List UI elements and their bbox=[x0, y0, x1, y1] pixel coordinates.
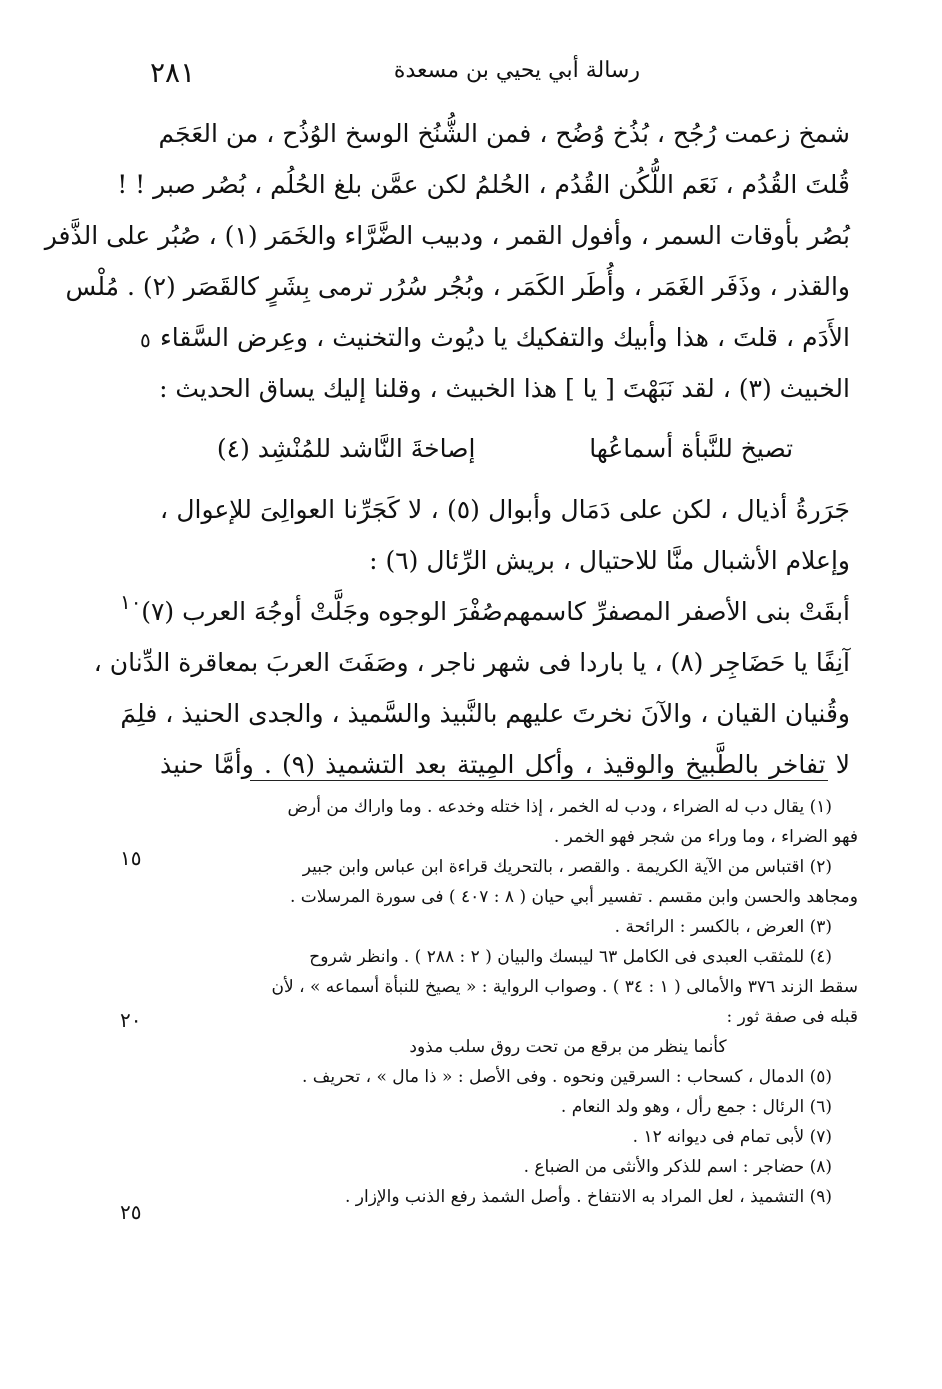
footnote-separator bbox=[250, 780, 828, 781]
text-line: الخبيث (٣) ، لقد نَبَهْتَ [ يا ] هذا الخبيث ، وقلنا إليك يساق الحديث : bbox=[159, 374, 850, 403]
running-header bbox=[150, 58, 850, 94]
footnote-line: (٦) الرئال : جمع رأل ، وهو ولد النعام . bbox=[560, 1097, 832, 1117]
footnote-line: ومجاهد والحسن وابن مقسم . تفسير أبي حيان ( ٨ : ٤٠٧ ) فى سورة المرسلات . bbox=[289, 887, 858, 907]
footnote-line: (٩) التشميذ ، لعل المراد به الانتفاخ . وأصل الشمذ رفع الذنب والإزار . bbox=[344, 1187, 832, 1207]
footnote-verse: كأنما ينظر من برقع من تحت روق سلب مذود bbox=[409, 1037, 727, 1057]
verse-first-hemistich: تصيخ للنَّبأة أسماعُها bbox=[589, 434, 794, 463]
text-line: قُلتَ القُدُم ، نَعَم اللُّكُن القُدُم ، الحُلمُ لكن عمَّن بلغ الحُلُم ، بُصُر صبر ! ! bbox=[117, 170, 850, 199]
footnote-line: سقط الزند ٣٧٦ والأمالى ( ١ : ٣٤ ) . وصواب الرواية : « يصيخ للنبأة أسماعه » ، لأن bbox=[271, 977, 858, 997]
footnote-line: (١) يقال دب له الضراء ، ودب له الخمر ، إذا ختله وخدعه . وما واراك من أرض bbox=[287, 797, 832, 817]
verse-second-hemistich: صُفْرَ الوجوه وجَلَّتْ أوجُهَ العرب (٧) bbox=[141, 597, 503, 626]
footnote-line: (٧) لأبى تمام فى ديوانه ١٢ . bbox=[632, 1127, 832, 1147]
text-line: وقُنيان القيان ، والآنَ نخرتَ عليهم بالنَّبيذ والسَّميذ ، والجدى الحنيذ ، فلِمَ bbox=[120, 699, 850, 728]
text-line: بُصُر بأوقات السمر ، وأفول القمر ، ودبيب الضَّرَّاء والخَمَر (١) ، صُبُر على الذَّفر bbox=[44, 221, 850, 250]
footnote-line: (٣) العرض ، بالكسر : الرائحة . bbox=[614, 917, 832, 937]
line-number-margin: ١٥ bbox=[120, 846, 142, 870]
running-title: رسالة أبي يحيي بن مسعدة bbox=[393, 58, 640, 83]
page-number: ٢٨١ bbox=[150, 56, 196, 89]
line-number-margin: ٢٠ bbox=[120, 1008, 142, 1032]
footnote-line: فهو الضراء ، وما وراء من شجر فهو الخمر . bbox=[553, 827, 858, 847]
text-line: الأَدَم ، قلتَ ، هذا وأبيك والتفكيك يا ديُوث والتخنيث ، وعِرض السَّقاء bbox=[160, 323, 850, 352]
footnote-line: (٨) حضاجر : اسم للذكر والأنثى من الضباع . bbox=[523, 1157, 832, 1177]
footnotes bbox=[168, 792, 858, 1212]
footnote-line: (٤) للمثقب العبدى فى الكامل ٦٣ ليبسك والبيان ( ٢ : ٢٨٨ ) . وانظر شروح bbox=[309, 947, 832, 967]
verse-line bbox=[160, 414, 850, 484]
line-number-margin: ٢٥ bbox=[120, 1200, 142, 1224]
text-line: آنِفًا يا حَضَاجِر (٨) ، يا باردا فى شهر ناجر ، وصَفَتَ العربَ بمعاقرة الدِّنان ، bbox=[93, 648, 850, 677]
footnote-line: قبله فى صفة ثور : bbox=[726, 1007, 858, 1027]
footnote-line: (٥) الدمال ، كسحاب : السرقين ونحوه . وفى الأصل : « ذا مال » ، تحريف . bbox=[301, 1067, 832, 1087]
line-number-margin: ٥ bbox=[140, 328, 151, 352]
text-line: جَرَرةُ أذيال ، لكن على دَمَال وأبوال (٥) ، لا كَجَرِّنا العوالِىَ للإعوال ، bbox=[160, 495, 850, 524]
verse-second-hemistich: إصاخةَ النَّاشد للمُنْشِد (٤) bbox=[216, 434, 476, 463]
line-number-margin: ١٠ bbox=[120, 590, 142, 614]
text-line: شمخ زعمت رُجُح ، بُذُخ وُضُح ، فمن الشُّنُخ الوسخ الوُذُح ، من العَجَم bbox=[158, 119, 850, 148]
footnote-line: (٢) اقتباس من الآية الكريمة . والقصر ، بالتحريك قراءة ابن عباس وابن جبير bbox=[302, 857, 832, 877]
text-line: وإعلام الأشبال منَّا للاحتيال ، بريش الرِّئال (٦) : bbox=[369, 546, 850, 575]
text-line: لا تفاخر بالطَّبيخ والوقيذ ، وأكل المِيتة بعد التشميذ (٩) . وأمَّا حنيذ bbox=[160, 750, 850, 779]
verse-first-hemistich: أبقَتْ بنى الأصفر المصفرِّ كاسمهم bbox=[502, 597, 850, 626]
verse-line bbox=[141, 586, 850, 637]
text-line: والقذر ، وذَفَر الغَمَر ، وأُطَر الكَمَر ، وبُجُر سُرُر ترمى بِشَرٍ كالقَصَر (٢) . مُلْس bbox=[65, 272, 850, 301]
